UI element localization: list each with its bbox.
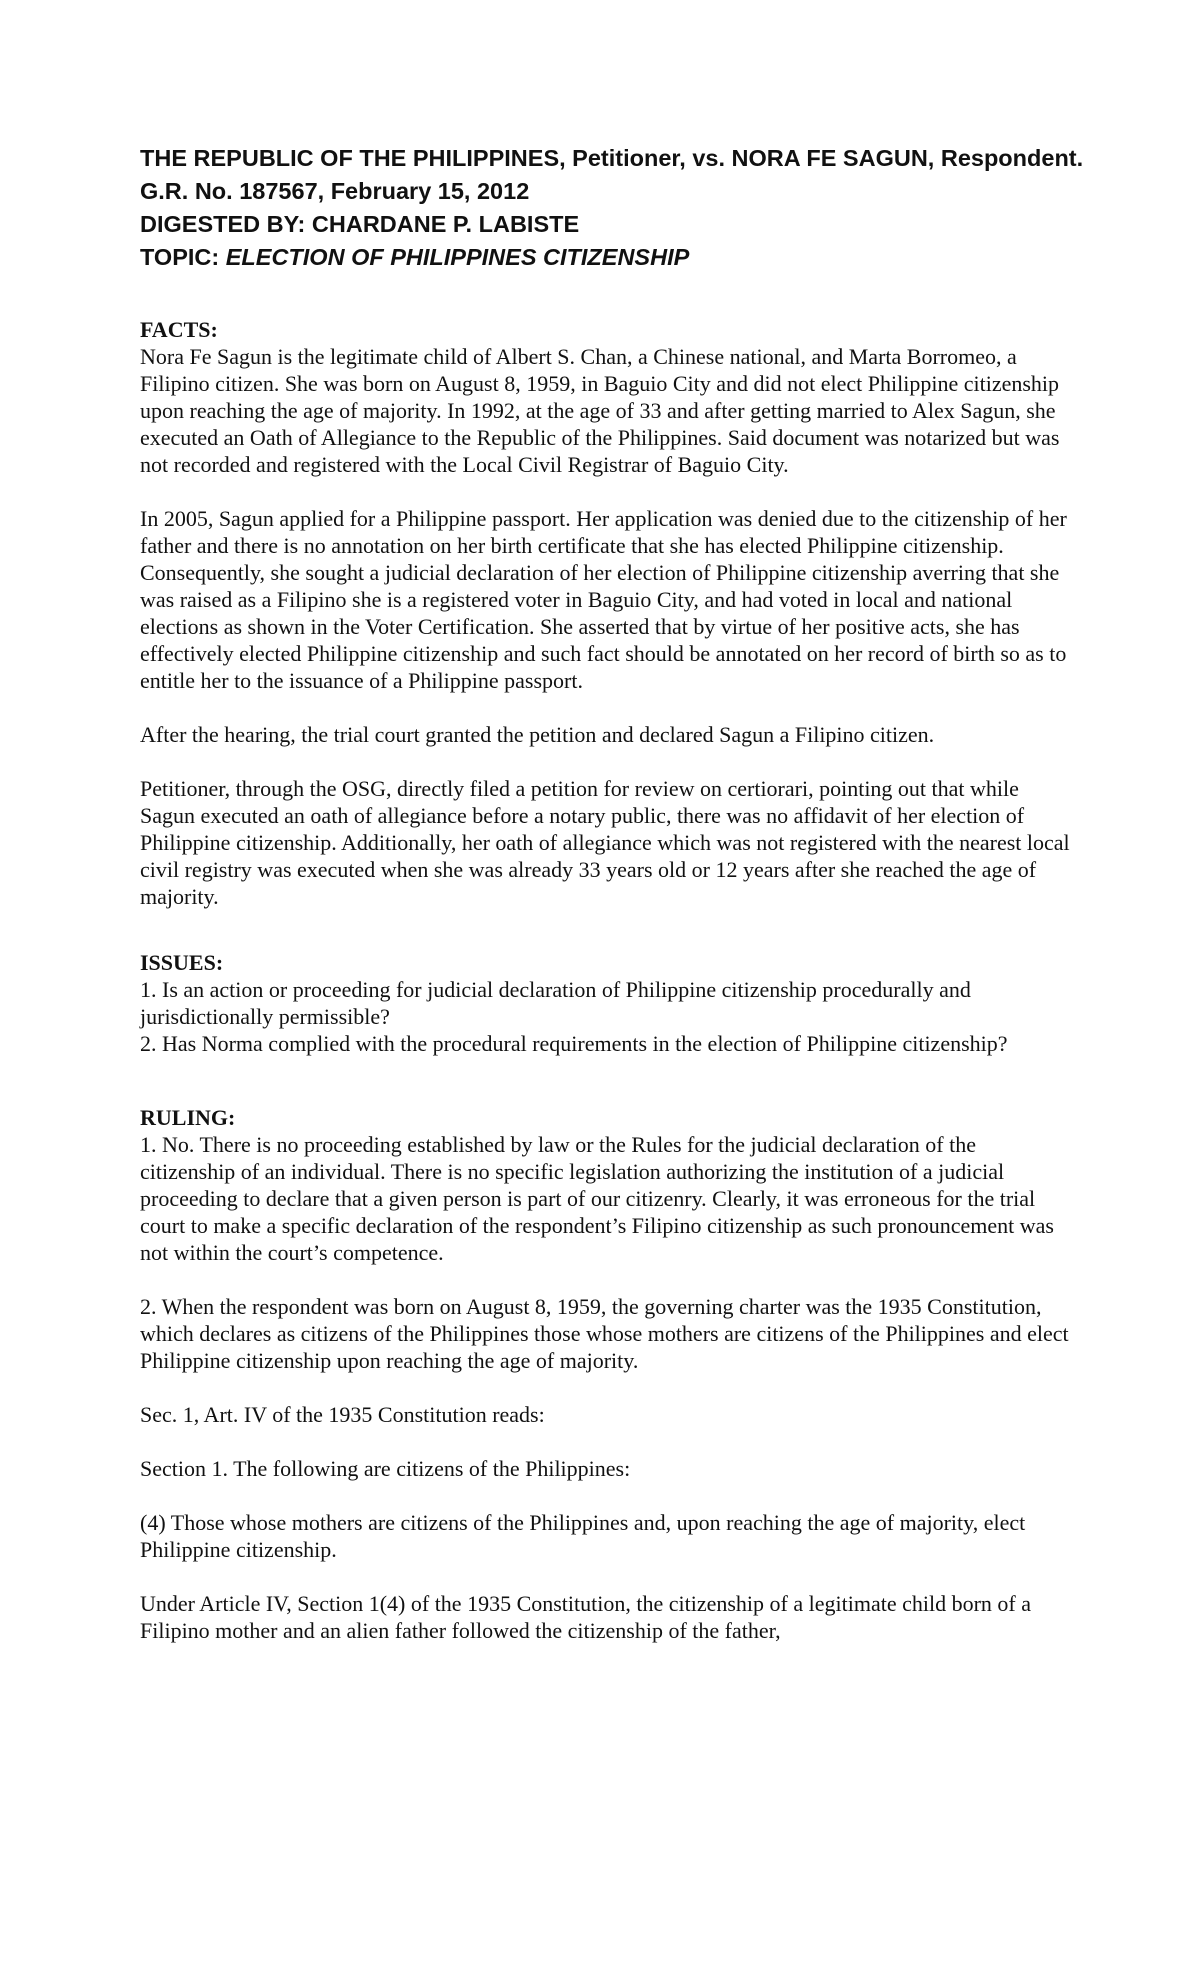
topic-line [140,241,1100,274]
facts-heading: FACTS: [140,317,218,342]
ruling-paragraph-1: 1. No. There is no proceeding established by law or the Rules for the judicial declaration of the citizenship of an individual. There is no specific legislation authorizing the institution of a judicial proceeding to declare that a given person is part of our citizenry. Clearly, it was erroneous for the trial court to make a specific declaration of the respondent’s Filipino citizenship as such pronouncement was not within the court’s competence. [140,1132,1054,1265]
facts-paragraph-4: Petitioner, through the OSG, directly filed a petition for review on certiorari, pointing out that while Sagun executed an oath of allegiance before a notary public, there was no affidavit of her election of Philippine citizenship. Additionally, her oath of allegiance which was not registered with the nearest local civil registry was executed when she was already 33 years old or 12 years after she reached the age of majority. [140,776,1070,909]
digested-by: DIGESTED BY: CHARDANE P. LABISTE [140,211,580,237]
facts-paragraph-2: In 2005, Sagun applied for a Philippine passport. Her application was denied due to the citizenship of her father and there is no annotation on her birth certificate that she has elected Philippine citizenship. Consequently, she sought a judicial declaration of her election of Philippine citizenship averring that she was raised as a Filipino she is a registered voter in Baguio City, and had voted in local and national elections as shown in the Voter Certification. She asserted that by virtue of her positive acts, she has effectively elected Philippine citizenship and such fact should be annotated on her record of birth so as to entitle her to the issuance of a Philippine passport. [140,506,1067,693]
issues-heading: ISSUES: [140,950,224,975]
ruling-paragraph-3: Sec. 1, Art. IV of the 1935 Constitution reads: [140,1402,545,1427]
ruling-paragraph-6: Under Article IV, Section 1(4) of the 1935 Constitution, the citizenship of a legitimate child born of a Filipino mother and an alien father followed the citizenship of the father, [140,1591,1032,1643]
facts-paragraph-1: Nora Fe Sagun is the legitimate child of Albert S. Chan, a Chinese national, and Marta Borromeo, a Filipino citizen. She was born on August 8, 1959, in Baguio City and did not elect Philippine citizenship upon reaching the age of majority. In 1992, at the age of 33 and after getting married to Alex Sagun, she executed an Oath of Allegiance to the Republic of the Philippines. Said document was notarized but was not recorded and registered with the Local Civil Registrar of Baguio City. [140,344,1060,477]
ruling-paragraph-4: Section 1. The following are citizens of the Philippines: [140,1456,631,1481]
ruling-heading: RULING: [140,1105,236,1130]
issue-item-2: 2. Has Norma complied with the procedural requirements in the election of Philippine citizenship? [140,1031,1008,1056]
facts-paragraph-3: After the hearing, the trial court granted the petition and declared Sagun a Filipino citizen. [140,722,935,747]
document-body [140,316,1070,1644]
issue-item-1: 1. Is an action or proceeding for judicial declaration of Philippine citizenship procedurally and jurisdictionally permissible? [140,977,971,1029]
case-number: G.R. No. 187567, February 15, 2012 [140,178,530,204]
case-caption: THE REPUBLIC OF THE PHILIPPINES, Petitioner, vs. NORA FE SAGUN, Respondent. [140,145,1084,171]
topic-label: TOPIC: [140,244,226,270]
case-header [140,142,1100,274]
ruling-paragraph-2: 2. When the respondent was born on August 8, 1959, the governing charter was the 1935 Constitution, which declares as citizens of the Philippines those whose mothers are citizens of the Philippines and elect Philippine citizenship upon reaching the age of majority. [140,1294,1069,1373]
topic-value: ELECTION OF PHILIPPINES CITIZENSHIP [225,244,690,270]
ruling-paragraph-5: (4) Those whose mothers are citizens of the Philippines and, upon reaching the age of majority, elect Philippine citizenship. [140,1510,1026,1562]
